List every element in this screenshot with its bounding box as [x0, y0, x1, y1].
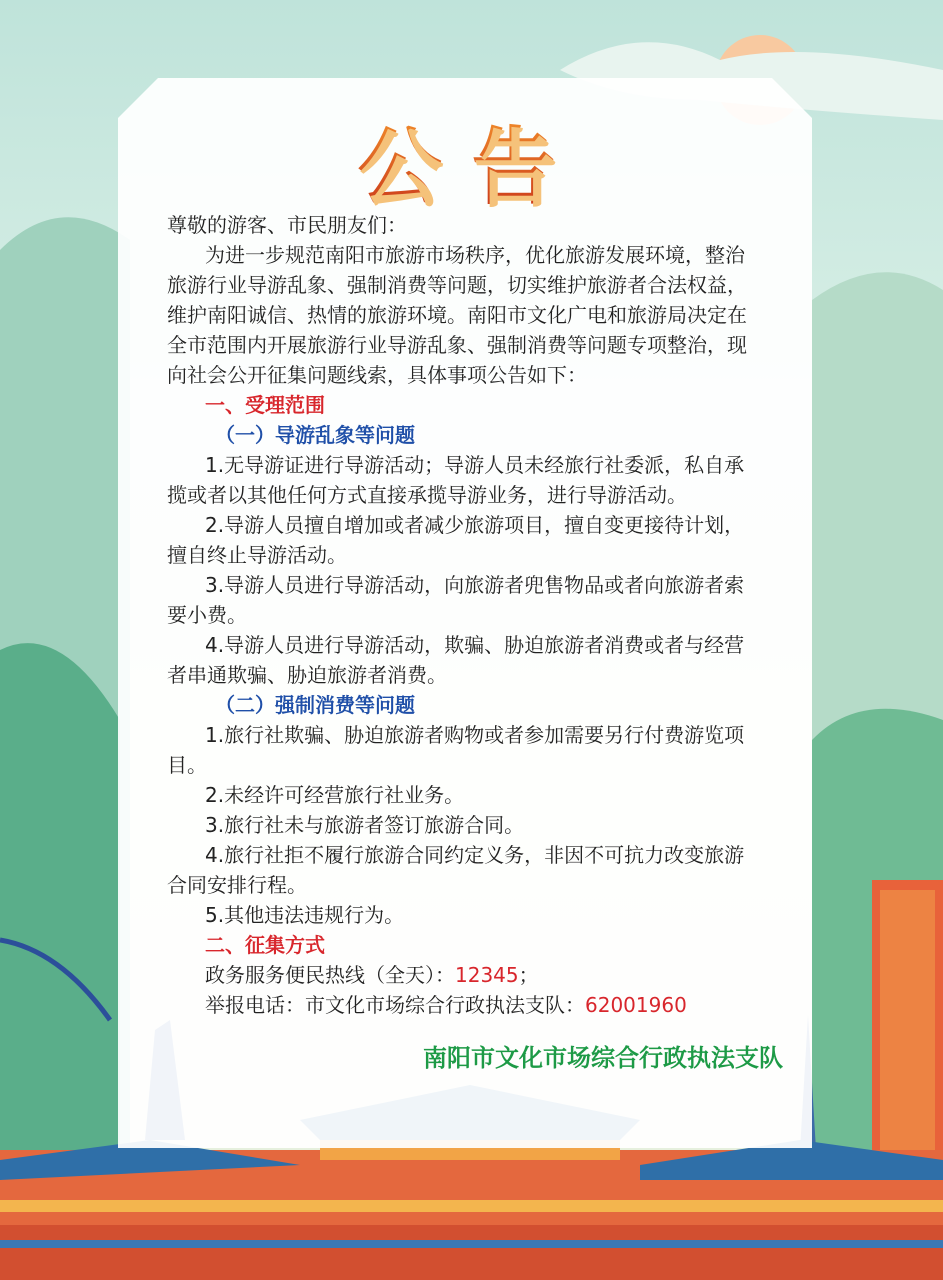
- hotline-label: 政务服务便民热线（全天）：: [205, 963, 455, 987]
- report-phone: [167, 990, 787, 1020]
- list-item-cont: 者串通欺骗、胁迫旅游者消费。: [167, 663, 447, 687]
- list-item: 3.导游人员进行导游活动，向旅游者兜售物品或者向旅游者索: [205, 573, 745, 597]
- list-item: 2.导游人员擅自增加或者减少旅游项目，擅自变更接待计划，: [205, 513, 745, 537]
- signature: 南阳市文化市场综合行政执法支队: [423, 1044, 783, 1072]
- page-title: 公告: [357, 118, 586, 216]
- list-item: 3.旅行社未与旅游者签订旅游合同。: [205, 813, 525, 837]
- list-item: 5.其他违法违规行为。: [205, 903, 405, 927]
- notice-body: [167, 210, 787, 1020]
- list-item-cont: 目。: [167, 753, 207, 777]
- report-number: 62001960: [585, 993, 687, 1017]
- list-item: 4.旅行社拒不履行旅游合同约定义务，非因不可抗力改变旅游: [205, 843, 745, 867]
- subsection-heading: （二）强制消费等问题: [215, 693, 415, 717]
- list-item-cont: 合同安排行程。: [167, 873, 307, 897]
- list-item-cont: 揽或者以其他任何方式直接承揽导游业务，进行导游活动。: [167, 483, 687, 507]
- list-item-cont: 要小费。: [167, 603, 247, 627]
- hotline-suffix: ；: [518, 963, 539, 987]
- hotline-number: 12345: [455, 963, 519, 987]
- subsection-heading: （一）导游乱象等问题: [215, 423, 415, 447]
- intro-line: 向社会公开征集问题线索，具体事项公告如下：: [167, 363, 587, 387]
- list-item: 2.未经许可经营旅行社业务。: [205, 783, 465, 807]
- hotline: [167, 960, 787, 990]
- intro-line: 旅游行业导游乱象、强制消费等问题，切实维护旅游者合法权益，: [167, 273, 747, 297]
- section-heading: 一、受理范围: [205, 393, 325, 417]
- report-label: 举报电话：市文化市场综合行政执法支队：: [205, 993, 585, 1017]
- list-item: 1.旅行社欺骗、胁迫旅游者购物或者参加需要另行付费游览项: [205, 723, 745, 747]
- mountain-left-2: [0, 643, 120, 1200]
- list-item: 4.导游人员进行导游活动，欺骗、胁迫旅游者消费或者与经营: [205, 633, 745, 657]
- list-item: 1.无导游证进行导游活动；导游人员未经旅行社委派，私自承: [205, 453, 745, 477]
- intro-line: 为进一步规范南阳市旅游市场秩序，优化旅游发展环境，整治: [205, 243, 745, 267]
- list-item-cont: 擅自终止导游活动。: [167, 543, 347, 567]
- intro-line: 全市范围内开展旅游行业导游乱象、强制消费等问题专项整治，现: [167, 333, 747, 357]
- section-heading: 二、征集方式: [205, 933, 325, 957]
- intro-line: 维护南阳诚信、热情的旅游环境。南阳市文化广电和旅游局决定在: [167, 303, 747, 327]
- greeting: 尊敬的游客、市民朋友们：: [167, 213, 407, 237]
